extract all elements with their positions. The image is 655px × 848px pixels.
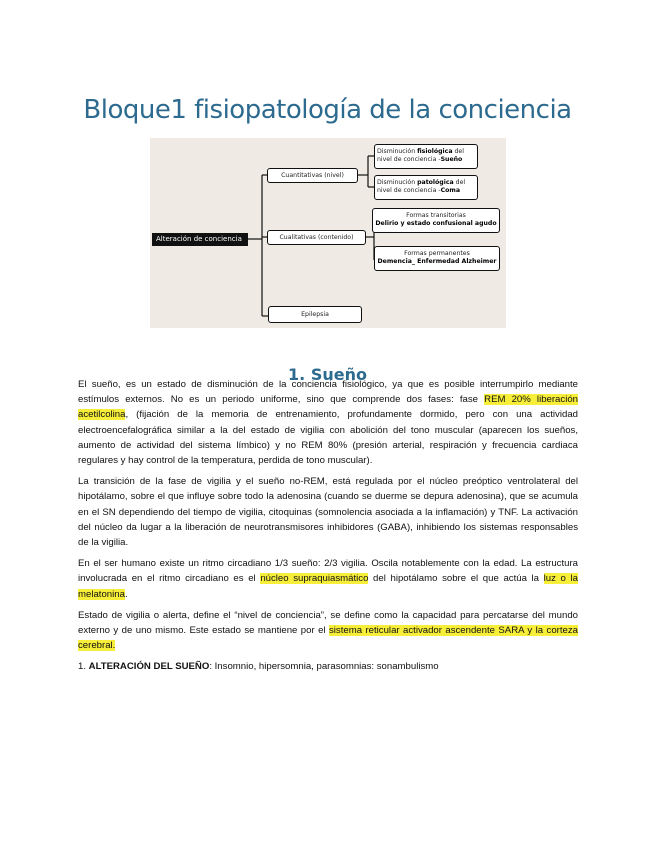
paragraph-3: En el ser humano existe un ritmo circadiano 1/3 sueño: 2/3 vigilia. Oscila notablemente con la edad. La estructura involucrada en el ritmo circadiano es el núcleo supraquiasmático del hipotálamo sobre el que actúa la luz o la melatonina. [78, 558, 578, 600]
highlight-luz: luz o la melatonina [78, 573, 578, 600]
paragraph-4: Estado de vigilia o alerta, define el “nivel de conciencia”, se define como la capacidad para percatarse del mundo externo y de uno mismo. Este estado se mantiene por el sistema reticular activador ascendente SARA y la corteza cerebral. [78, 609, 579, 652]
node-formas-transitorias: Formas transitorias Delirio y estado confusional agudo [372, 208, 500, 233]
consciousness-diagram [150, 138, 506, 328]
page-title: Bloque1 fisiopatología de la conciencia [83, 95, 572, 126]
node-cuantitativas: Cuantitativas (nivel) [267, 168, 358, 183]
subheading-alteracion-sueno: 1. ALTERACIÓN DEL SUEÑO: Insomnio, hipersomnia, parasomnias: sonambulismo [78, 661, 439, 673]
node-cualitativas: Cualitativas (contenido) [267, 230, 366, 245]
root-node-alteracion: Alteración de conciencia [152, 233, 248, 246]
paragraph-2: La transición de la fase de vigilia y el sueño no-REM, está regulada por el núcleo preóptico ventrolateral del hipotálamo, sobre el que influye sobre todo la adenosina (cuando se duerme se depura adenosina), que se acumula en el SN dependiendo del tiempo de vigilia, citoquinas (somnolencia asociada a la inflamación) y TNF. La activación del núcleo da lugar a la liberación de neurotransmisores inhibidores (GABA), inhibiendo los sistemas responsables de la vigilia. [78, 476, 578, 549]
node-formas-permanentes: Formas permanentes Demencia_ Enfermedad Alzheimer [374, 246, 500, 271]
highlight-sara: sistema reticular activador ascendente SARA y la corteza cerebral. [78, 625, 579, 652]
node-disminucion-fisiologica: Disminución fisiológica del nivel de conciencia -Sueño [374, 144, 478, 169]
paragraph-1: El sueño, es un estado de disminución de la conciencia fisiológico, ya que es posible interrumpirlo mediante estímulos externos. No es un periodo uniforme, sino que comprende dos fases: fase REM 20% liberación acetilcolina, (fijación de la memoria de entrenamiento, profundamente dormido, pero con una actividad electroencefalográfica similar a la del estado de vigilia con abolición del tono muscular (aparecen los sueños, aumento de actividad del sistema límbico) y no REM 80% (presión arterial, respiración y frecuencia cardiaca regulares y hay control de la temperatura, perdida de tono muscular). [78, 379, 578, 467]
node-disminucion-patologica: Disminución patológica del nivel de conciencia -Coma [374, 175, 478, 200]
highlight-rem: REM 20% liberación acetilcolina [78, 394, 578, 421]
highlight-nucleo: núcleo supraquiasmático [260, 573, 369, 585]
node-epilepsia: Epilepsia [268, 306, 362, 323]
section-title: 1. Sueño [288, 365, 367, 385]
body-text [78, 377, 578, 681]
